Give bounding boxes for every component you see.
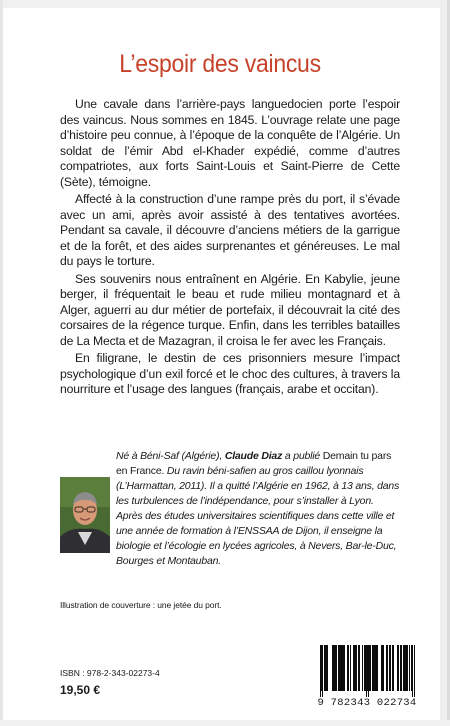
barcode-bar (347, 645, 348, 691)
barcode-bar (383, 645, 384, 691)
barcode-bar (382, 645, 383, 691)
barcode-bar (400, 645, 401, 691)
barcode-bar (375, 645, 376, 691)
blurb (60, 97, 400, 400)
barcode-bar (414, 645, 415, 697)
barcode-bar (340, 645, 341, 691)
barcode-bar (353, 645, 354, 691)
barcode-bar (342, 645, 343, 691)
barcode-bar (333, 645, 334, 691)
illustration-credit: Illustration de couverture : une jetée du port. (60, 600, 222, 610)
barcode-bar (376, 645, 377, 691)
barcode-bar (336, 645, 337, 691)
barcode-bar (369, 645, 370, 691)
barcode-bar (364, 645, 365, 691)
barcode-bar (412, 645, 413, 697)
barcode-bar (409, 645, 410, 691)
barcode-bar (377, 645, 378, 691)
barcode-bar (343, 645, 344, 691)
blurb-paragraph-3: Ses souvenirs nous entraînent en Algérie. En Kabylie, jeune berger, il fréquentait le beau et rude milieu montagnard et à Alger, aguerri au dur métier de portefaix, il découvrait la cité des corsaires de la régence turque. Enfin, dans les terribles batailles de La Mecta et de Mazagran, il croisa le fer avec les Français. (60, 271, 400, 348)
cover-edge-left (0, 0, 3, 726)
author-bio (116, 449, 400, 569)
blurb-paragraph-1: Une cavale dans l’arrière-pays languedocien porte l’espoir des vaincus. Nous sommes en 1845. L’ouvrage relate une page d’histoire peu connue, à l’époque de la conquête de l’Algérie. Un soldat de l’émir Abd el-Khader expédié, comme d’autres compatriotes, aux forts Saint-Louis et Saint-Pierre de Cette (Sète), témoigne. (60, 97, 400, 189)
barcode-bar (341, 645, 342, 691)
blurb-paragraph-4: En filigrane, le destin de ces prisonniers mesure l’impact psychologique d’un exil forcé et le choc des cultures, à travers la nourriture et l’usage des langues (français, arabe et occitan). (60, 351, 400, 396)
barcode-bar (324, 645, 325, 691)
barcode-bar (320, 645, 321, 697)
blurb-paragraph-2: Affecté à la construction d’une rampe près du port, il s’évade avec un ami, après avoir assisté à des tentatives avortées. Pendant sa cavale, il découvre d’anciens métiers de la garrigue et de la forêt, et des aides surprenantes et généreuses. Le mal du pays le torture. (60, 192, 400, 268)
barcode-bars (318, 645, 416, 697)
barcode-bar (403, 645, 404, 691)
barcode-bar (392, 645, 393, 691)
barcode-bar (386, 645, 387, 691)
barcode-bar (372, 645, 373, 691)
barcode-bar (381, 645, 382, 691)
barcode-bar (332, 645, 333, 691)
barcode-bar (368, 645, 369, 697)
barcode-bar (370, 645, 371, 691)
barcode-bar (327, 645, 328, 691)
barcode-bar (339, 645, 340, 691)
barcode-bar (344, 645, 345, 691)
price: 19,50 € (60, 683, 101, 697)
barcode-bar (404, 645, 405, 691)
barcode-bar (358, 645, 359, 691)
barcode-bar (373, 645, 374, 691)
book-title: L’espoir des vaincus (119, 50, 321, 78)
barcode-bar (326, 645, 327, 691)
author-name: Claude Diaz (224, 450, 283, 462)
isbn: ISBN : 978-2-343-02273-4 (60, 668, 160, 678)
barcode-bar (321, 645, 322, 691)
barcode-bar (335, 645, 336, 691)
barcode-bar (398, 645, 399, 691)
bio-published: a publié (284, 450, 321, 462)
barcode-bar (406, 645, 407, 691)
barcode-bar (366, 645, 367, 697)
barcode-bar (407, 645, 408, 691)
bio-rest: Du ravin béni-safien au gros caillou lyonnais (L’Harmattan, 2011). Il a quitté l’Algérie en 1962, à 13 ans, dans les turbulences de l’indépendance, pour s’installer à Lyon. Après des études universitaires scientifiques dans cette ville et une année de formation à l’ENSSAA de Dijon, il enseigne la biologie et l’écologie en lycées agricoles, à Nevers, Bar-le-Duc, Bourges et Montauban. (116, 465, 400, 567)
barcode-bar (355, 645, 356, 691)
barcode-bar (393, 645, 394, 691)
bio-book: Demain tu pars en France. (116, 450, 392, 477)
cover-edge-bottom (0, 720, 450, 726)
barcode-bar (405, 645, 406, 691)
bio-lead: Né à Béni-Saf (Algérie), (116, 450, 223, 462)
barcode-bar (354, 645, 355, 691)
barcode-bar (387, 645, 388, 691)
barcode-bar (397, 645, 398, 691)
barcode-bar (362, 645, 363, 691)
barcode-bar (322, 645, 323, 697)
barcode-bar (365, 645, 366, 691)
barcode-bar (350, 645, 351, 691)
barcode-bar (401, 645, 402, 691)
barcode-bar (325, 645, 326, 691)
cover-edge-right (440, 0, 450, 726)
barcode-bar (338, 645, 339, 691)
barcode-bar (334, 645, 335, 691)
barcode-digits: 9 782343 022734 (312, 697, 422, 709)
barcode-bar (359, 645, 360, 691)
barcode-bar (356, 645, 357, 691)
author-photo (60, 477, 110, 553)
barcode-bar (411, 645, 412, 691)
barcode-bar (367, 645, 368, 691)
cover-edge-top (0, 0, 450, 8)
barcode-bar (390, 645, 391, 691)
barcode-bar (348, 645, 349, 691)
barcode-bar (374, 645, 375, 691)
barcode-bar (389, 645, 390, 691)
